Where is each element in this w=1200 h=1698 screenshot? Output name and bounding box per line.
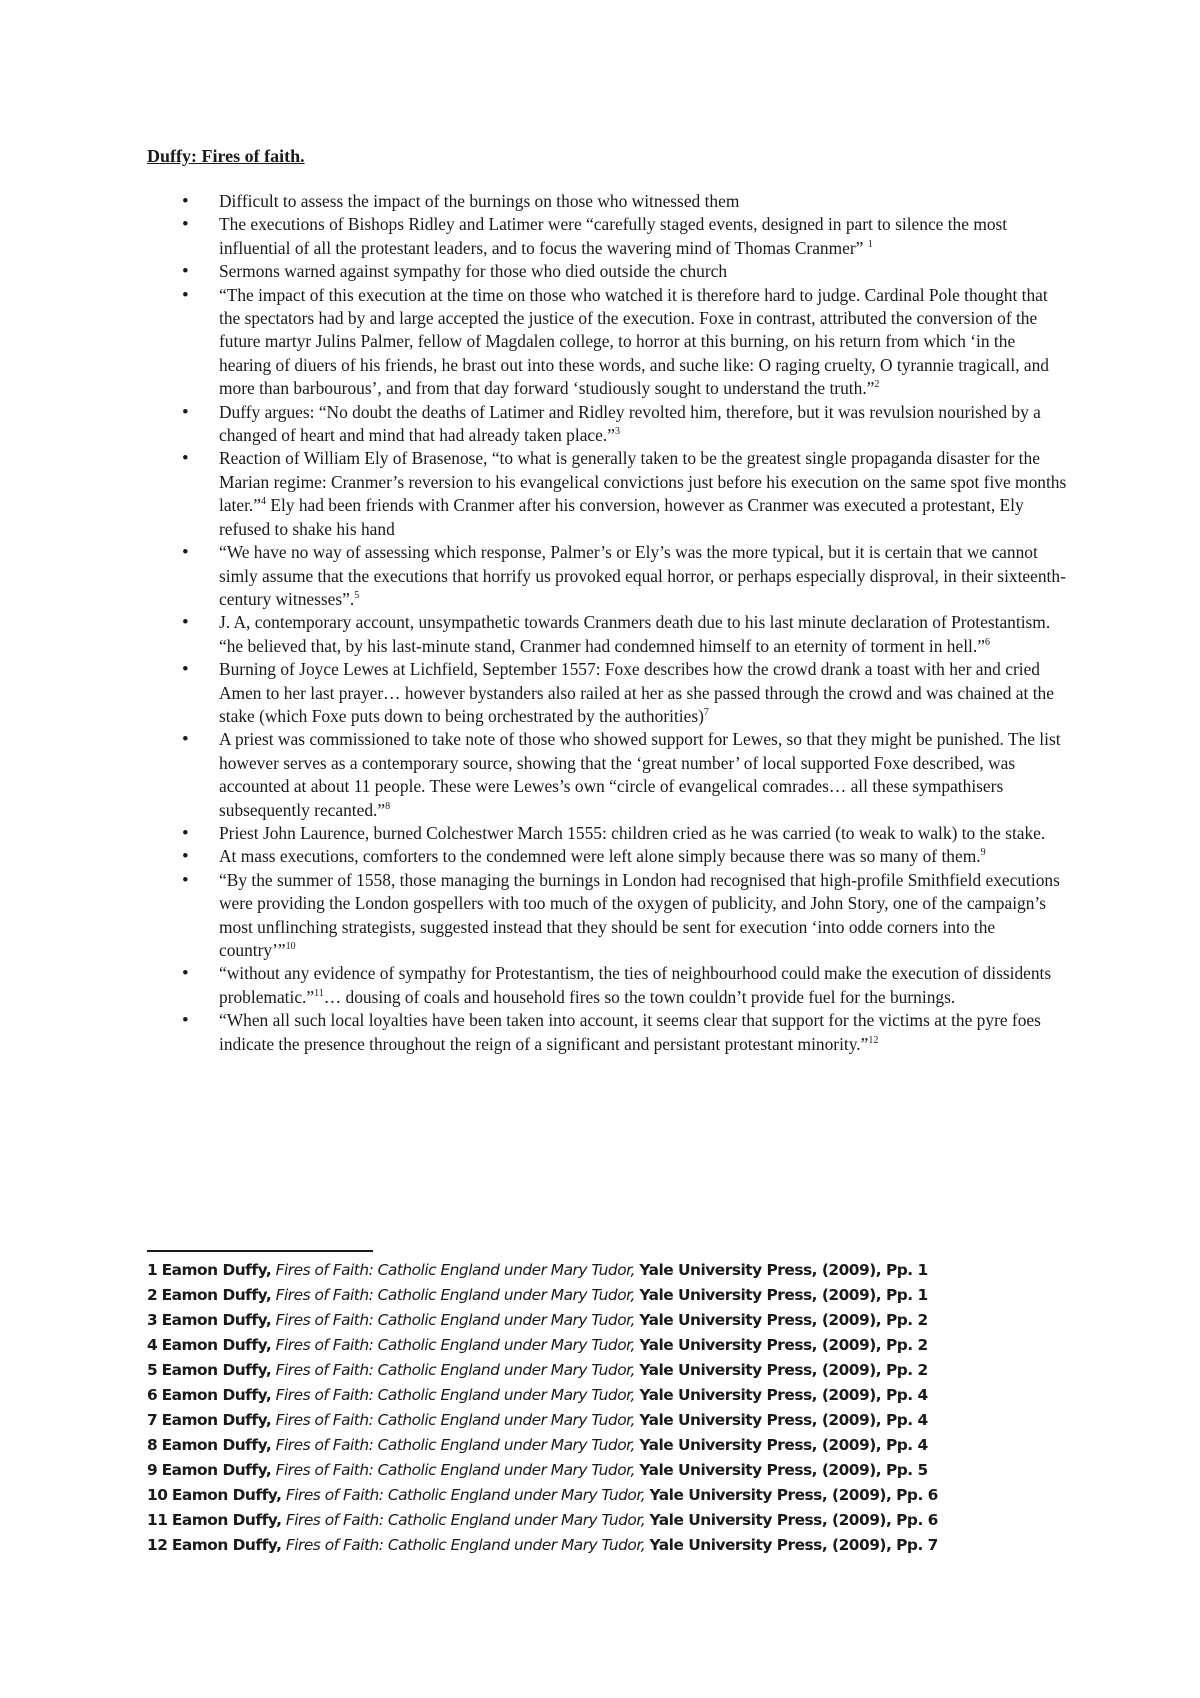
footnote-item	[147, 1308, 1107, 1333]
footnote-number: 9	[147, 1461, 158, 1479]
footnote-publisher: Yale University Press, (2009), Pp. 2	[639, 1361, 928, 1379]
footnote-publisher: Yale University Press, (2009), Pp. 6	[649, 1511, 938, 1529]
footnote-number: 6	[147, 1386, 158, 1404]
footnote-ref[interactable]: 10	[285, 941, 296, 953]
footnote-title: Fires of Faith: Catholic England under Mary Tudor,	[285, 1511, 646, 1529]
footnote-title: Fires of Faith: Catholic England under Mary Tudor,	[275, 1311, 635, 1329]
footnote-author: Eamon Duffy,	[161, 1311, 272, 1329]
footnote-author: Eamon Duffy,	[171, 1511, 282, 1529]
bullet-text: J. A, contemporary account, unsympathetic towards Cranmers death due to his last minute declaration of Protestantism. “he believed that, by his last-minute stand, Cranmer had condemned himself to an eternity of torment in hell.”	[219, 612, 1051, 656]
footnote-publisher: Yale University Press, (2009), Pp. 6	[649, 1486, 938, 1504]
footnote-author: Eamon Duffy,	[171, 1486, 282, 1504]
footnote-item	[147, 1483, 1107, 1508]
footnote-author: Eamon Duffy,	[161, 1286, 272, 1304]
footnote-number: 4	[147, 1336, 158, 1354]
footnote-number: 2	[147, 1286, 158, 1304]
footnote-publisher: Yale University Press, (2009), Pp. 1	[639, 1261, 928, 1279]
bullet-text: “When all such local loyalties have been taken into account, it seems clear that support for the victims at the pyre foes indicate the presence throughout the reign of a significant and persistant protestant minority.”	[219, 1010, 1041, 1054]
footnote-number: 5	[147, 1361, 158, 1379]
footnote-author: Eamon Duffy,	[171, 1536, 282, 1554]
footnote-publisher: Yale University Press, (2009), Pp. 5	[639, 1461, 928, 1479]
footnote-item	[147, 1533, 1107, 1558]
footnote-author: Eamon Duffy,	[161, 1411, 272, 1429]
list-item	[147, 658, 1069, 728]
bullet-text: “We have no way of assessing which response, Palmer’s or Ely’s was the more typical, but it is certain that we cannot simly assume that the executions that horrify us provoked equal horror, or perhaps especially disproval, in their sixteenth-century witnesses”.	[219, 542, 1066, 609]
footnote-item	[147, 1283, 1107, 1308]
footnote-ref[interactable]: 9	[980, 847, 986, 859]
bullet-text-continued: … dousing of coals and household fires so the town couldn’t provide fuel for the burnings.	[323, 986, 956, 1007]
list-item	[147, 213, 1069, 260]
footnote-title: Fires of Faith: Catholic England under Mary Tudor,	[275, 1286, 635, 1304]
bullet-text: “without any evidence of sympathy for Protestantism, the ties of neighbourhood could make the execution of dissidents problematic.”	[219, 963, 1052, 1007]
footnote-title: Fires of Faith: Catholic England under Mary Tudor,	[285, 1486, 646, 1504]
footnote-ref[interactable]: 11	[314, 988, 324, 1000]
footnote-item	[147, 1408, 1107, 1433]
list-item	[147, 260, 1069, 283]
list-item	[147, 1009, 1069, 1056]
footnote-list	[147, 1258, 1107, 1558]
footnote-number: 10	[147, 1486, 168, 1504]
footnote-item	[147, 1258, 1107, 1283]
bullet-text: At mass executions, comforters to the condemned were left alone simply because there was so many of them.	[219, 846, 981, 867]
footnote-ref[interactable]: 7	[703, 707, 709, 719]
footnote-author: Eamon Duffy,	[161, 1336, 272, 1354]
list-item	[147, 284, 1069, 401]
bullet-text: Reaction of William Ely of Brasenose, “to what is generally taken to be the greatest single propaganda disaster for the Marian regime: Cranmer’s reversion to his evangelical convictions just before his execution on the same spot five months later.”	[219, 448, 1067, 516]
footnote-title: Fires of Faith: Catholic England under Mary Tudor,	[275, 1436, 635, 1454]
footnote-publisher: Yale University Press, (2009), Pp. 4	[639, 1411, 928, 1429]
footnote-title: Fires of Faith: Catholic England under Mary Tudor,	[275, 1361, 635, 1379]
footnote-number: 1	[147, 1261, 158, 1279]
footnote-author: Eamon Duffy,	[161, 1361, 272, 1379]
footnote-item	[147, 1358, 1107, 1383]
footnote-item	[147, 1458, 1107, 1483]
list-item	[147, 728, 1069, 822]
bullet-text: “By the summer of 1558, those managing the burnings in London had recognised that high-profile Smithfield executions were providing the London gospellers with too much of the oxygen of publicity, and John Story, one of the campaign’s most unflinching strategists, suggested instead that they should be sent for execution ‘into odde corners into the country’”	[219, 869, 1060, 960]
footnote-title: Fires of Faith: Catholic England under Mary Tudor,	[275, 1461, 635, 1479]
footnote-title: Fires of Faith: Catholic England under Mary Tudor,	[275, 1261, 635, 1279]
bullet-text: Priest John Laurence, burned Colchestwer March 1555: children cried as he was carried (to weak to walk) to the stake.	[219, 822, 1046, 843]
footnote-number: 12	[147, 1536, 168, 1554]
footnote-ref[interactable]: 4	[261, 496, 266, 508]
footnote-ref[interactable]: 2	[874, 379, 880, 391]
bullet-text-continued: Ely had been friends with Cranmer after his conversion, however as Cranmer was executed a protestant, Ely refused to shake his hand	[219, 495, 1024, 539]
footnote-number: 8	[147, 1436, 158, 1454]
footnote-item	[147, 1333, 1107, 1358]
list-item	[147, 541, 1069, 611]
footnote-item	[147, 1433, 1107, 1458]
list-item	[147, 822, 1069, 845]
bullet-text: Duffy argues: “No doubt the deaths of Latimer and Ridley revolted him, therefore, but it was revulsion nourished by a changed of heart and mind that had already taken place.”	[219, 401, 1041, 446]
page-title: Duffy: Fires of faith.	[147, 146, 305, 166]
footnote-item	[147, 1508, 1107, 1533]
bullet-text: Burning of Joyce Lewes at Lichfield, September 1557: Foxe describes how the crowd drank a toast with her and cried Amen to her last prayer… however bystanders also railed at her as she passed through the crowd and was chained at the stake (which Foxe puts down to being orchestrated by the authorities)	[219, 659, 1054, 726]
bullet-text: The executions of Bishops Ridley and Latimer were “carefully staged events, designed in part to silence the most influential of all the protestant leaders, and to focus the wavering mind of Thomas Cranmer”	[219, 214, 1008, 258]
footnote-ref[interactable]: 3	[614, 426, 620, 438]
list-item	[147, 845, 1069, 868]
bullet-text: Difficult to assess the impact of the burnings on those who witnessed them	[219, 191, 740, 211]
footnote-number: 3	[147, 1311, 158, 1329]
footnote-publisher: Yale University Press, (2009), Pp. 2	[639, 1336, 928, 1354]
footnote-title: Fires of Faith: Catholic England under Mary Tudor,	[275, 1411, 635, 1429]
footnote-author: Eamon Duffy,	[161, 1386, 272, 1404]
bullet-text: Sermons warned against sympathy for those who died outside the church	[219, 261, 728, 282]
footnote-publisher: Yale University Press, (2009), Pp. 1	[639, 1286, 928, 1304]
footnote-ref[interactable]: 6	[984, 636, 990, 648]
footnote-ref[interactable]: 8	[385, 800, 391, 812]
list-item	[147, 401, 1069, 448]
bullet-list	[147, 190, 1069, 1056]
footnote-number: 7	[147, 1411, 158, 1429]
footnote-ref[interactable]: 1	[867, 239, 873, 251]
list-item	[147, 869, 1069, 963]
footnote-title: Fires of Faith: Catholic England under Mary Tudor,	[275, 1386, 635, 1404]
footnote-publisher: Yale University Press, (2009), Pp. 4	[639, 1436, 928, 1454]
list-item	[147, 962, 1069, 1009]
bullet-text: A priest was commissioned to take note of those who showed support for Lewes, so that they might be punished. The list however serves as a contemporary source, showing that the ‘great number’ of local supported Foxe described, was accounted at about 11 people. These were Lewes’s own “circle of evangelical comrades… all these sympathisers subsequently recanted.”	[219, 729, 1061, 820]
footnote-author: Eamon Duffy,	[161, 1436, 272, 1454]
footnote-publisher: Yale University Press, (2009), Pp. 7	[649, 1536, 938, 1554]
footnote-item	[147, 1383, 1107, 1408]
footnote-ref[interactable]: 12	[868, 1034, 879, 1046]
footnote-author: Eamon Duffy,	[161, 1461, 272, 1479]
footnote-author: Eamon Duffy,	[161, 1261, 272, 1279]
footnote-title: Fires of Faith: Catholic England under Mary Tudor,	[285, 1536, 646, 1554]
list-item	[147, 447, 1069, 541]
footnote-number: 11	[147, 1511, 168, 1529]
list-item	[147, 611, 1069, 658]
footnote-separator	[147, 1250, 373, 1252]
footnote-ref[interactable]: 5	[354, 590, 360, 602]
footnote-title: Fires of Faith: Catholic England under Mary Tudor,	[275, 1336, 635, 1354]
footnote-publisher: Yale University Press, (2009), Pp. 2	[639, 1311, 928, 1329]
bullet-text: “The impact of this execution at the time on those who watched it is therefore hard to judge. Cardinal Pole thought that the spectators had by and large accepted the justice of the execution. Foxe in contrast, attributed the conversion of the future martyr Julins Palmer, fellow of Magdalen college, to horror at this burning, on his return from which ‘in the hearing of diuers of his friends, he brast out into these words, and suche like: O raging cruelty, O tyrannie tragicall, and more than barbourous’, and from that day forward ‘studiously sought to understand the truth.”	[219, 284, 1050, 399]
footnote-publisher: Yale University Press, (2009), Pp. 4	[639, 1386, 928, 1404]
list-item	[147, 190, 1069, 213]
